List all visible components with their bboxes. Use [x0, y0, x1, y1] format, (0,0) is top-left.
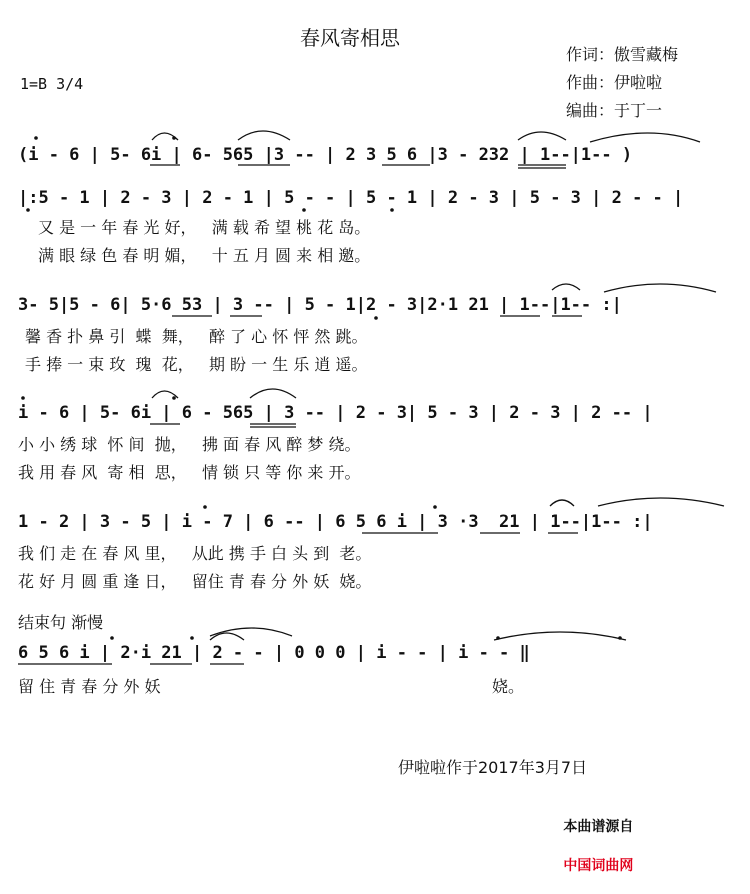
- octave-dot: [21, 396, 25, 400]
- slur-mark: [494, 632, 626, 640]
- verse-row-3-notes: i - 6 | 5- 6i | 6 - 565 | 3 -- | 2 - 3| 5 - 3 | 2 - 3 | 2 -- |: [18, 403, 653, 423]
- slur-mark: [552, 284, 580, 290]
- watermark-source: 本曲谱源自: [563, 819, 634, 835]
- watermark-site: 中国词曲网: [563, 858, 634, 874]
- slur-mark: [238, 131, 290, 140]
- octave-dot: [374, 316, 378, 320]
- octave-dot: [433, 505, 437, 509]
- slur-mark: [550, 500, 574, 506]
- slur-mark: [152, 391, 178, 398]
- composer-credit: 作曲：伊啦啦: [566, 73, 663, 92]
- slur-mark: [598, 498, 724, 506]
- slur-mark: [210, 633, 244, 640]
- lyricist-credit: 作词：傲雪藏梅: [566, 45, 679, 64]
- verse-row-4-notes: 1 - 2 | 3 - 5 | i - 7 | 6 -- | 6 5 6 i | 3 ·3 21 | 1--|1-- :|: [18, 512, 653, 532]
- verse-row-2-notes: 3- 5|5 - 6| 5·6 53 | 3 -- | 5 - 1|2 - 3|2·1 21 | 1--|1-- :|: [18, 295, 622, 315]
- slur-mark: [604, 284, 716, 292]
- song-title: 春风寄相思: [300, 26, 400, 50]
- coda-notes: 6 5 6 i | 2·i 21 | 2 - - | 0 0 0 | i - - | i - - ‖: [18, 643, 530, 663]
- slur-mark: [152, 133, 178, 140]
- verse-row-2-lyric-2: 手 捧 一 束 玫 瑰 花， 期 盼 一 生 乐 逍 遥。: [25, 355, 368, 374]
- coda-label: 结束句 渐慢: [18, 613, 104, 632]
- octave-dot: [618, 636, 622, 640]
- key-signature: 1=B 3/4: [20, 75, 84, 93]
- slur-mark: [250, 389, 296, 398]
- slur-mark: [590, 133, 700, 142]
- octave-dot: [26, 208, 30, 212]
- octave-dot: [190, 636, 194, 640]
- verse-row-3-lyric-1: 小 小 绣 球 怀 间 抛， 拂 面 春 风 醉 梦 绕。: [18, 435, 361, 454]
- verse-row-1-lyric-1: 又 是 一 年 春 光 好， 满 载 希 望 桃 花 岛。: [38, 218, 371, 237]
- verse-row-4-lyric-1: 我 们 走 在 春 风 里， 从此 携 手 白 头 到 老。: [18, 544, 372, 563]
- octave-dot: [390, 208, 394, 212]
- verse-row-2-lyric-1: 馨 香 扑 鼻 引 蝶 舞， 醉 了 心 怀 怦 然 跳。: [25, 327, 368, 346]
- octave-dot: [110, 636, 114, 640]
- octave-dot: [172, 136, 176, 140]
- verse-row-3-lyric-2: 我 用 春 风 寄 相 思， 情 锁 只 等 你 来 开。: [18, 463, 361, 482]
- arranger-credit: 编曲：于丁一: [566, 101, 663, 120]
- verse-row-4-lyric-2: 花 好 月 圆 重 逢 日， 留住 青 春 分 外 妖 娆。: [18, 572, 372, 591]
- watermark: [543, 797, 633, 894]
- verse-row-1-notes: |:5 - 1 | 2 - 3 | 2 - 1 | 5 - - | 5 - 1 | 2 - 3 | 5 - 3 | 2 - - |: [18, 188, 684, 208]
- octave-dot: [496, 636, 500, 640]
- slur-mark: [210, 628, 292, 636]
- verse-row-1-lyric-2: 满 眼 绿 色 春 明 媚， 十 五 月 圆 来 相 邀。: [38, 246, 371, 265]
- slur-mark: [518, 132, 566, 140]
- octave-dot: [302, 208, 306, 212]
- intro-notes: (i - 6 | 5- 6i | 6- 565 |3 -- | 2 3 5 6 |3 - 232 | 1--|1-- ): [18, 145, 633, 165]
- coda-lyric-2: 娆。: [492, 677, 525, 696]
- composition-date: 伊啦啦作于2017年3月7日: [398, 758, 588, 777]
- octave-dot: [34, 136, 38, 140]
- octave-dot: [203, 505, 207, 509]
- coda-lyric-1: 留 住 青 春 分 外 妖: [18, 677, 161, 696]
- octave-dot: [172, 396, 176, 400]
